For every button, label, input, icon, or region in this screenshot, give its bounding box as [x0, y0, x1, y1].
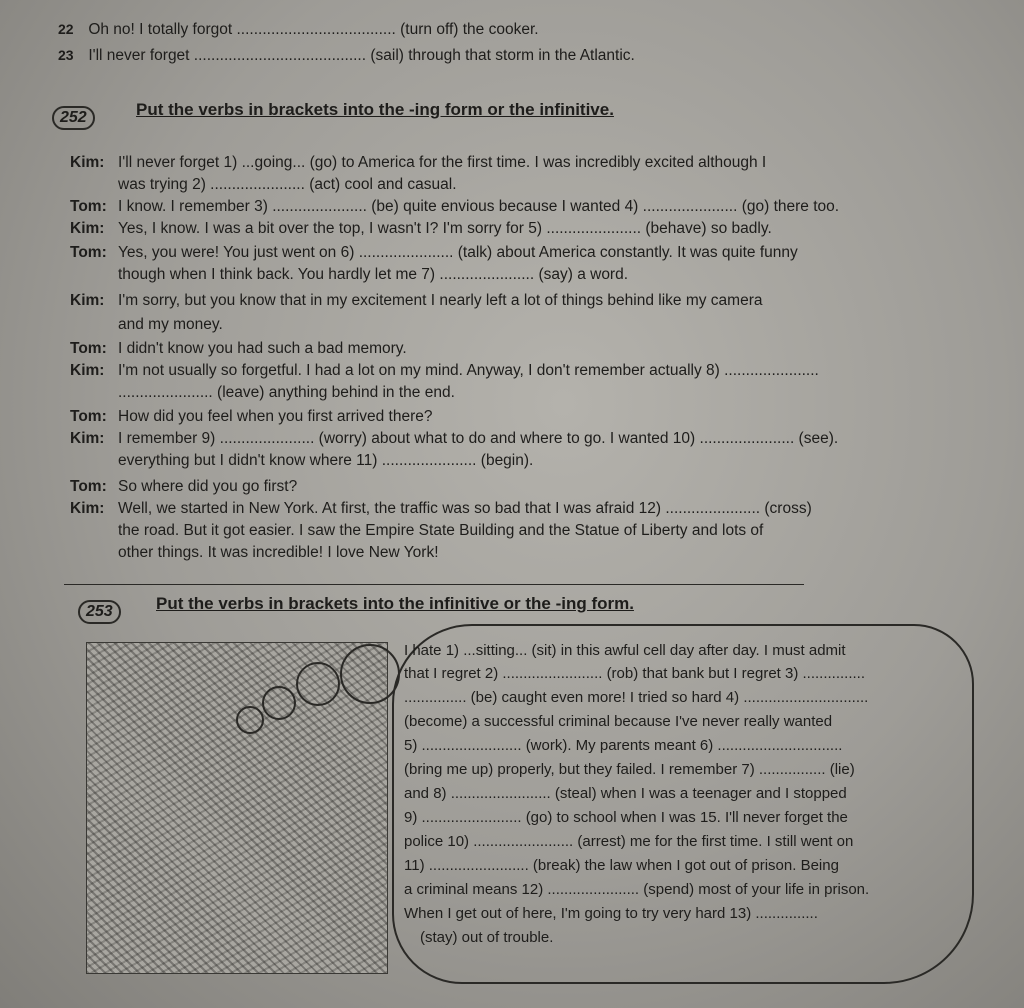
dialogue-text: I'm sorry, but you know that in my excitement I nearly left a lot of things behind like my camera — [118, 292, 763, 309]
thought-bubble-circle — [262, 686, 296, 720]
dialogue-line — [70, 244, 798, 262]
dialogue-text: Yes, you were! You just went on 6) ...................... (talk) about America constantly. It was quite funny — [118, 244, 798, 261]
speaker-label: Tom: — [70, 244, 107, 261]
dialogue-line — [70, 544, 439, 562]
bubble-text-line: ............... (be) caught even more! I tried so hard 4) .............................. — [404, 689, 869, 706]
bubble-text-line: I hate 1) ...sitting... (sit) in this awful cell day after day. I must admit — [404, 642, 846, 659]
bubble-text-line: that I regret 2) ........................ (rob) that bank but I regret 3) ............... — [404, 665, 866, 682]
item-number: 22 — [58, 21, 74, 37]
dialogue-text: the road. But it got easier. I saw the Empire State Building and the Statue of Liberty and lots of — [118, 522, 764, 539]
thought-bubble-circle — [296, 662, 340, 706]
dialogue-line — [70, 154, 766, 172]
dialogue-line — [70, 220, 772, 238]
dialogue-line — [70, 408, 432, 426]
dialogue-line — [70, 316, 223, 334]
speaker-label: Kim: — [70, 500, 105, 517]
exercise-item-22 — [58, 20, 539, 39]
prisoner-illustration — [86, 642, 388, 974]
dialogue-text: though when I think back. You hardly let me 7) ...................... (say) a word. — [118, 266, 629, 283]
dialogue-line — [70, 500, 812, 518]
dialogue-text: other things. It was incredible! I love New York! — [118, 544, 439, 561]
dialogue-text: How did you feel when you first arrived there? — [118, 408, 433, 425]
dialogue-line — [70, 292, 762, 310]
bubble-text-line: (stay) out of trouble. — [420, 929, 554, 946]
dialogue-line — [70, 176, 457, 194]
dialogue-text: I didn't know you had such a bad memory. — [118, 340, 407, 357]
dialogue-line — [70, 478, 297, 496]
dialogue-text: So where did you go first? — [118, 478, 298, 495]
dialogue-text: I remember 9) ...................... (worry) about what to do and where to go. I wanted 10) ...................... (see). — [118, 430, 839, 447]
bubble-text-line: 5) ........................ (work). My parents meant 6) .............................. — [404, 737, 843, 754]
dialogue-line — [70, 340, 407, 358]
speaker-label: Tom: — [70, 340, 107, 357]
bubble-text-line: (become) a successful criminal because I've never really wanted — [404, 713, 833, 730]
speaker-label: Kim: — [70, 220, 105, 237]
speaker-label: Kim: — [70, 292, 105, 309]
dialogue-line — [70, 452, 533, 470]
dialogue-line — [70, 198, 839, 216]
dialogue-line — [70, 362, 819, 380]
item-number: 23 — [58, 47, 74, 63]
dialogue-text: ...................... (leave) anything behind in the end. — [118, 384, 455, 401]
bubble-text-line: When I get out of here, I'm going to try very hard 13) ............... — [404, 905, 818, 922]
bubble-text-line: police 10) ........................ (arrest) me for the first time. I still went on — [404, 833, 854, 850]
speaker-label: Tom: — [70, 478, 107, 495]
dialogue-line — [70, 266, 628, 284]
dialogue-text: Well, we started in New York. At first, the traffic was so bad that I was afraid 12) ...................... (cross) — [118, 500, 812, 517]
bubble-text-line: 11) ........................ (break) the law when I got out of prison. Being — [404, 857, 839, 874]
bubble-text-line: and 8) ........................ (steal) when I was a teenager and I stopped — [404, 785, 847, 802]
exercise-title: Put the verbs in brackets into the infinitive or the -ing form. — [156, 594, 634, 613]
exercise-number-badge: 253 — [78, 600, 121, 624]
exercise-item-23 — [58, 46, 635, 65]
section-divider — [64, 584, 804, 585]
dialogue-text: everything but I didn't know where 11) ...................... (begin). — [118, 452, 534, 469]
bubble-text-line: (bring me up) properly, but they failed. I remember 7) ................ (lie) — [404, 761, 855, 778]
bubble-text-line: a criminal means 12) ...................... (spend) most of your life in prison. — [404, 881, 870, 898]
dialogue-line — [70, 384, 455, 402]
speaker-label: Kim: — [70, 154, 105, 171]
thought-bubble-circle — [340, 644, 400, 704]
speaker-label: Tom: — [70, 408, 107, 425]
bubble-text-line: 9) ........................ (go) to school when I was 15. I'll never forget the — [404, 809, 848, 826]
dialogue-text: I know. I remember 3) ...................... (be) quite envious because I wanted 4) ...................... (go) there too. — [118, 198, 840, 215]
speaker-label: Kim: — [70, 430, 105, 447]
thought-bubble-circle — [236, 706, 264, 734]
item-text: I'll never forget ........................................ (sail) through that storm in the Atlantic. — [88, 47, 635, 64]
speaker-label: Kim: — [70, 362, 105, 379]
dialogue-line — [70, 522, 763, 540]
dialogue-text: was trying 2) ...................... (act) cool and casual. — [118, 176, 457, 193]
exercise-number-badge: 252 — [52, 106, 95, 130]
item-text: Oh no! I totally forgot ..................................... (turn off) the cooker. — [88, 21, 539, 38]
speaker-label: Tom: — [70, 198, 107, 215]
dialogue-text: and my money. — [118, 316, 223, 333]
exercise-title: Put the verbs in brackets into the -ing form or the infinitive. — [136, 100, 614, 119]
dialogue-text: I'm not usually so forgetful. I had a lot on my mind. Anyway, I don't remember actually 8) ...................... — [118, 362, 819, 379]
dialogue-line — [70, 430, 838, 448]
dialogue-text: I'll never forget 1) ...going... (go) to America for the first time. I was incredibly excited although I — [118, 154, 767, 171]
dialogue-text: Yes, I know. I was a bit over the top, I wasn't I? I'm sorry for 5) ...................... (behave) so badly. — [118, 220, 772, 237]
